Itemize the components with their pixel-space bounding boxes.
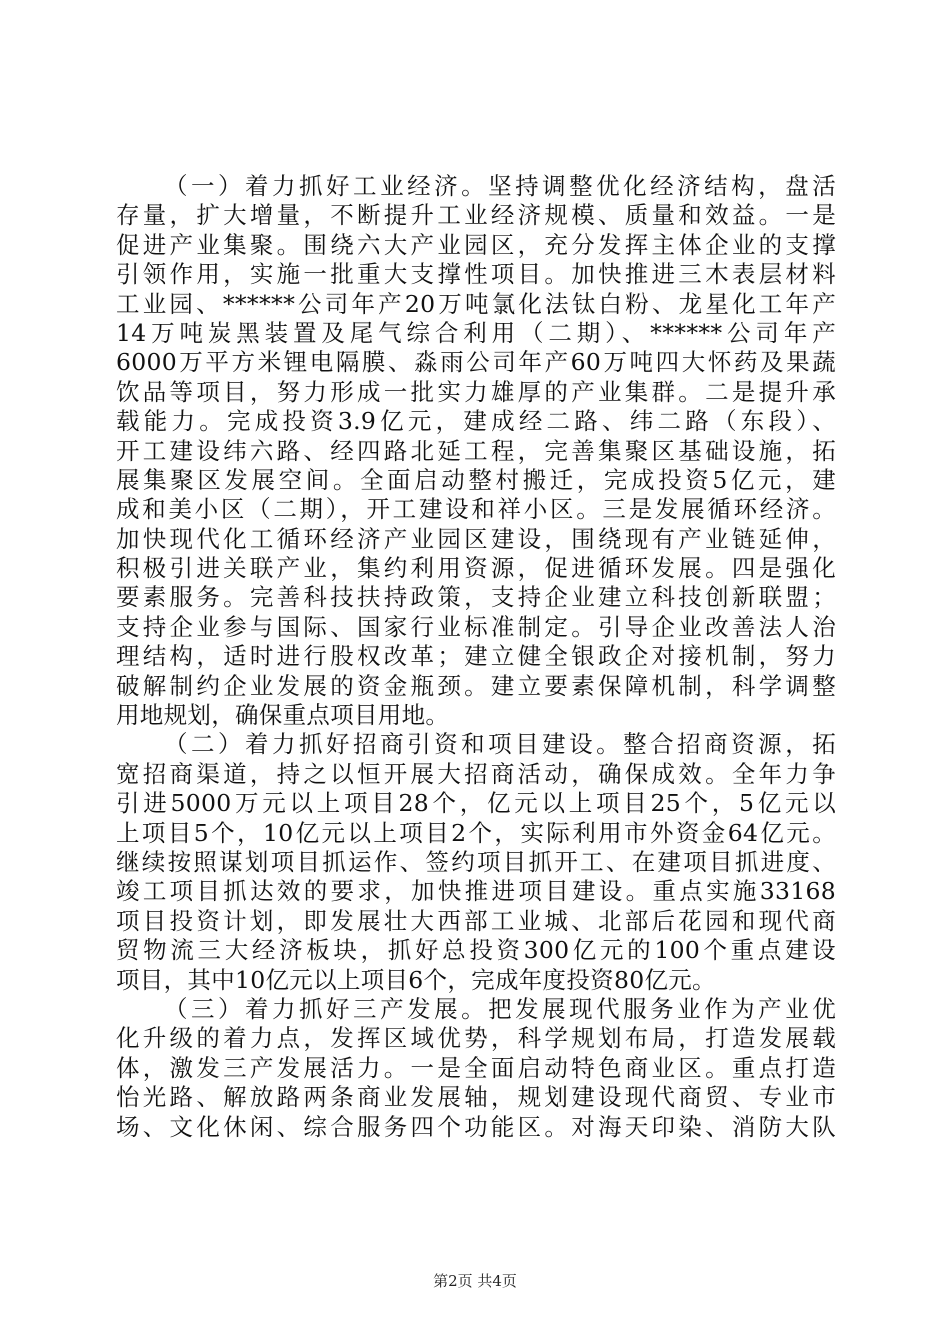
- paragraph-1-line: 工业园、******公司年产20万吨氯化法钛白粉、龙星化工年产: [116, 289, 836, 318]
- paragraph-1-line: 用地规划，确保重点项目用地。: [116, 701, 450, 730]
- paragraph-1-line: 引领作用，实施一批重大支撑性项目。加快推进三木表层材料: [116, 260, 836, 289]
- paragraph-1-line: （一）着力抓好工业经济。坚持调整优化经济结构，盘活: [164, 172, 836, 200]
- paragraph-2-line: 继续按照谋划项目抓运作、签约项目抓开工、在建项目抓进度、: [116, 847, 836, 876]
- paragraph-3-line: （三）着力抓好三产发展。把发展现代服务业作为产业优: [164, 994, 836, 1023]
- paragraph-1-line: 加快现代化工循环经济产业园区建设，围绕现有产业链延伸，: [116, 524, 836, 553]
- paragraph-1-line: 支持企业参与国际、国家行业标准制定。引导企业改善法人治: [116, 612, 836, 641]
- paragraph-2-line: （二）着力抓好招商引资和项目建设。整合招商资源，拓: [164, 730, 836, 759]
- paragraph-1-line: 破解制约企业发展的资金瓶颈。建立要素保障机制，科学调整: [116, 671, 836, 700]
- paragraph-2-line: 贸物流三大经济板块，抓好总投资300亿元的100个重点建设: [116, 936, 836, 965]
- paragraph-3-line: 化升级的着力点，发挥区域优势，科学规划布局，打造发展载: [116, 1024, 836, 1053]
- paragraph-3-line: 场、文化休闲、综合服务四个功能区。对海天印染、消防大队: [116, 1112, 836, 1141]
- paragraph-1-line: 6000万平方米锂电隔膜、淼雨公司年产60万吨四大怀药及果蔬: [116, 348, 836, 377]
- paragraph-2-line: 引进5000万元以上项目28个，亿元以上项目25个，5亿元以: [116, 789, 836, 818]
- page-footer: 第2页 共4页: [433, 1272, 517, 1290]
- paragraph-1-line: 载能力。完成投资3.9亿元，建成经二路、纬二路（东段）、: [116, 407, 836, 436]
- paragraph-1-line: 积极引进关联产业，集约利用资源，促进循环发展。四是强化: [116, 554, 836, 583]
- paragraph-1-line: 存量，扩大增量，不断提升工业经济规模、质量和效益。一是: [116, 201, 836, 230]
- paragraph-2-line: 项目，其中10亿元以上项目6个，完成年度投资80亿元。: [116, 965, 716, 994]
- paragraph-1-line: 展集聚区发展空间。全面启动整村搬迁，完成投资5亿元，建: [116, 465, 836, 494]
- paragraph-1-line: 要素服务。完善科技扶持政策，支持企业建立科技创新联盟；: [116, 583, 836, 612]
- paragraph-2-line: 项目投资计划，即发展壮大西部工业城、北部后花园和现代商: [116, 906, 836, 935]
- paragraph-2-line: 竣工项目抓达效的要求，加快推进项目建设。重点实施33168: [116, 877, 836, 906]
- paragraph-3-line: 怡光路、解放路两条商业发展轴，规划建设现代商贸、专业市: [116, 1083, 836, 1112]
- paragraph-2-line: 宽招商渠道，持之以恒开展大招商活动，确保成效。全年力争: [116, 759, 836, 788]
- paragraph-2-line: 上项目5个，10亿元以上项目2个，实际利用市外资金64亿元。: [116, 818, 836, 847]
- paragraph-1-line: 开工建设纬六路、经四路北延工程，完善集聚区基础设施，拓: [116, 436, 836, 465]
- paragraph-1-line: 理结构，适时进行股权改革；建立健全银政企对接机制，努力: [116, 642, 836, 671]
- paragraph-3-line: 体，激发三产发展活力。一是全面启动特色商业区。重点打造: [116, 1053, 836, 1082]
- paragraph-1-line: 14万吨炭黑装置及尾气综合利用（二期）、******公司年产: [116, 318, 836, 347]
- body-text: [116, 172, 836, 1142]
- paragraph-1-line: 成和美小区（二期），开工建设和祥小区。三是发展循环经济。: [116, 495, 836, 524]
- paragraph-1-line: 促进产业集聚。围绕六大产业园区，充分发挥主体企业的支撑: [116, 230, 836, 259]
- paragraph-1-line: 饮品等项目，努力形成一批实力雄厚的产业集群。二是提升承: [116, 377, 836, 406]
